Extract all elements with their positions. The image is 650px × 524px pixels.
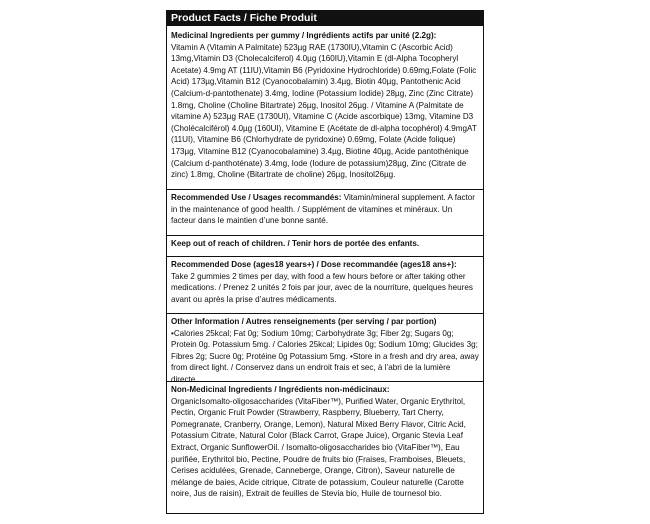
non-medicinal-ingredients-title: Non-Medicinal Ingredients / Ingrédients non-médicinaux: [171, 385, 390, 394]
medicinal-ingredients-title: Medicinal Ingredients per gummy / Ingrédients actifs par unité (2.2g): [171, 31, 437, 40]
other-information-text: •Calories 25kcal; Fat 0g; Sodium 10mg; Carbohydrate 3g; Fiber 2g; Sugars 0g; Protein 0g. Potassium 5mg. / Calories 25kcal; Lipides 0g; Sodium 10mg; Glucides 3g; Fibres 2g; Sucre 0g; Protéine 0g Potassium 5mg. •Store in a fresh and dry area, away from direct light. / Conservez dans un endroit frais et sec, à l’abri de la lumière directe. [171, 328, 479, 384]
keep-out-warning: Keep out of reach of children. / Tenir hors de portée des enfants. [171, 239, 420, 248]
non-medicinal-ingredients-section [167, 381, 483, 515]
product-facts-panel [166, 10, 484, 514]
other-information-section [167, 313, 483, 384]
non-medicinal-ingredients-text: OrganicIsomalto-oligosaccharides (VitaFiber™), Purified Water, Organic Erythritol, Pectin, Organic Fruit Powder (Strawberry, Raspberry, Blueberry, Tart Cherry, Pomegranate, Cranberry, Orange, Lemon), Natural Mixed Berry Flavor, Citric Acid, Potassium Citrate, Natural Color (Black Carrot, Grape Juice), Organic Stevia Leaf Extract, Organic SunflowerOil. / Isomalto-oligosaccharides bio (VitaFiber™), Eau purifiée, Erythritol bio, Pectine, Poudre de fruits bio (Fraises, Framboises, Bleuets, Cerises acidulées, Grenade, Canneberge, Orange, Citron), Saveur naturelle de mélange de baies, Acide citrique, Citrate de potassium, Couleur naturelle (Carotte noire, Jus de raisin), Extrait de feuilles de Stevia bio, Huile de tournesol bio. [171, 396, 466, 499]
panel-header: Product Facts / Fiche Produit [167, 11, 483, 26]
recommended-dose-section [167, 256, 483, 313]
keep-out-section [167, 235, 483, 256]
recommended-use-section [167, 189, 483, 235]
medicinal-ingredients-section [167, 26, 483, 189]
recommended-use-title: Recommended Use / Usages recommandés: [171, 193, 342, 202]
recommended-use-text: Vitamin/mineral supplement. A factor in the maintenance of good health. / Supplément de vitamines et minéraux. Un facteur dans le maintien d’une bonne santé. [171, 193, 475, 226]
recommended-use-paragraph [171, 192, 479, 227]
other-information-title: Other Information / Autres renseignements (per serving / par portion) [171, 317, 437, 326]
recommended-dose-text: Take 2 gummies 2 times per day, with food a few hours before or after taking other medications. / Prenez 2 unités 2 fois par jour, avec de la nourriture, quelques heures avant ou après la prise d’autres médicaments. [171, 271, 473, 304]
recommended-dose-title: Recommended Dose (ages18 years+) / Dose recommandée (ages18 ans+): [171, 260, 457, 269]
medicinal-ingredients-text: Vitamin A (Vitamin A Palmitate) 523µg RAE (1730IU),Vitamin C (Ascorbic Acid) 13mg,Vitamin D3 (Cholecalciferol) 4.0µg (160IU),Vitamin E (dl-Alpha Tocopheryl Acetate) 4.9mg AT (11IU),Vitamin B6 (Pyridoxine Hydrochloride) 0.69mg,Folate (Folic Acid) 173µg,Vitamin B12 (Cyanocobalamin) 3.4µg, Biotin 40µg, Pantothenic Acid (Calcium-d-pantothenate) 3.4mg, Iodine (Potassium Iodide) 28µg, Zinc (Zinc Citrate) 1.8mg, Choline (Choline Bitartrate) 26µg, Inositol 26µg. / Vitamine A (Palmitate de vitamine A) 523µg RAE (1730UI), Vitamine C (Acide ascorbique) 13mg, Vitamine D3 (Cholécalciférol) 4.0µg (160UI), Vitamine E (Acétate de dl-alpha tocophérol) 4.9mgAT (11UI), Vitamine B6 (Chlorhydrate de pyridoxine) 0.69mg, Folate (Acide folique) 173µg, Vitamine B12 (Cyanocobalamine) 3.4µg, Biotine 40µg, Acide pantothénique (Calcium d-panthoténate) 3.4mg, Iode (Iodure de potassium)28µg, Zinc (Citrate de zinc) 1.8mg, Choline (Bitartrate de choline) 26µg, Inositol26µg. [171, 42, 477, 180]
